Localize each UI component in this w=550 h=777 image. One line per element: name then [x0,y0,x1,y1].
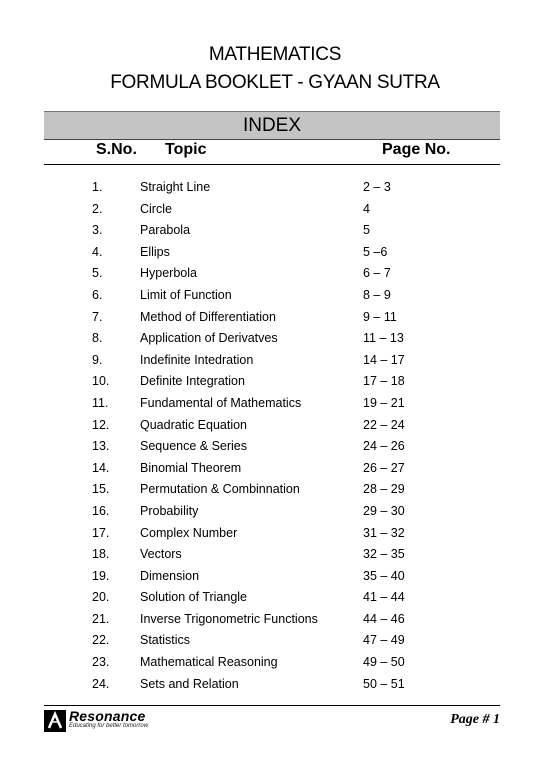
row-page: 22 – 24 [363,417,405,432]
row-page: 29 – 30 [363,503,405,518]
logo-name: Resonance [69,708,146,724]
row-page: 11 – 13 [363,331,404,346]
row-page: 14 – 17 [363,352,405,367]
table-row [0,242,550,264]
row-topic: Method of Differentiation [140,309,276,324]
row-sno: 24. [92,676,110,691]
table-row [0,652,550,674]
row-topic: Dimension [140,568,200,583]
resonance-logo-icon [44,710,66,732]
row-topic: Complex Number [140,525,238,540]
row-page: 17 – 18 [363,374,405,389]
column-header-topic: Topic [165,141,207,158]
footer-divider [44,705,500,706]
document-subtitle: FORMULA BOOKLET - GYAAN SUTRA [110,72,440,93]
row-topic: Statistics [140,633,191,648]
table-row [0,674,550,696]
row-sno: 9. [92,352,103,367]
row-page: 44 – 46 [363,611,405,626]
table-row [0,523,550,545]
row-topic: Permutation & Combinnation [140,482,300,497]
page-number: Page # 1 [450,712,500,727]
table-row [0,630,550,652]
row-sno: 12. [92,417,110,432]
row-sno: 6. [92,287,103,302]
row-topic: Limit of Function [140,287,232,302]
row-page: 9 – 11 [363,309,397,324]
header-divider [44,164,500,165]
row-sno: 3. [92,223,103,238]
table-row [0,458,550,480]
row-page: 50 – 51 [363,676,405,691]
row-topic: Hyperbola [140,266,197,281]
resonance-logo [44,710,164,732]
row-sno: 15. [92,482,110,497]
row-page: 4 [363,201,370,216]
table-row [0,285,550,307]
index-heading: INDEX [44,111,500,140]
row-topic: Vectors [140,547,182,562]
table-row [0,350,550,372]
row-topic: Indefinite Intedration [140,352,254,367]
table-row [0,501,550,523]
row-topic: Binomial Theorem [140,460,242,475]
row-sno: 18. [92,547,110,562]
table-row [0,609,550,631]
row-topic: Quadratic Equation [140,417,248,432]
row-topic: Ellips [140,244,170,259]
row-sno: 20. [92,590,110,605]
row-sno: 1. [92,180,103,194]
row-page: 26 – 27 [363,460,405,475]
row-page: 19 – 21 [363,395,405,410]
row-sno: 11. [92,395,109,410]
row-page: 5 –6 [363,244,388,259]
table-row [0,220,550,242]
row-topic: Sequence & Series [140,439,248,454]
row-topic: Sets and Relation [140,676,239,691]
row-topic: Parabola [140,223,191,238]
row-topic: Inverse Trigonometric Functions [140,611,318,626]
table-row [0,307,550,329]
row-sno: 22. [92,633,110,648]
table-row [0,479,550,501]
row-sno: 4. [92,244,103,259]
row-sno: 21. [92,611,110,626]
row-page: 6 – 7 [363,266,391,281]
row-sno: 10. [92,374,110,389]
row-sno: 5. [92,266,103,281]
row-sno: 17. [92,525,110,540]
row-page: 32 – 35 [363,547,405,562]
row-topic: Solution of Triangle [140,590,248,605]
row-sno: 19. [92,568,110,583]
column-header-page: Page No. [382,141,451,158]
row-topic: Probability [140,503,199,518]
row-sno: 8. [92,331,103,346]
row-page: 28 – 29 [363,482,405,497]
row-sno: 7. [92,309,103,324]
table-row [0,177,550,199]
row-topic: Circle [140,201,172,216]
table-row [0,393,550,415]
row-page: 41 – 44 [363,590,405,605]
row-topic: Straight Line [140,180,211,194]
table-row [0,263,550,285]
table-row [0,415,550,437]
row-page: 8 – 9 [363,287,391,302]
column-header-sno: S.No. [96,141,137,158]
row-topic: Mathematical Reasoning [140,655,278,670]
row-page: 49 – 50 [363,655,405,670]
row-topic: Fundamental of Mathematics [140,395,302,410]
row-sno: 2. [92,201,103,216]
row-page: 5 [363,223,370,238]
row-page: 24 – 26 [363,439,405,454]
row-sno: 16. [92,503,110,518]
row-sno: 13. [92,439,110,454]
row-topic: Definite Integration [140,374,245,389]
table-row [0,371,550,393]
table-row [0,566,550,588]
row-sno: 14. [92,460,110,475]
table-row [0,328,550,350]
index-table [0,177,550,695]
row-sno: 23. [92,655,110,670]
row-page: 35 – 40 [363,568,405,583]
row-page: 2 – 3 [363,180,391,194]
table-row [0,436,550,458]
row-page: 47 – 49 [363,633,405,648]
table-row [0,199,550,221]
logo-tagline: Educating for better tomorrow [69,723,149,729]
row-page: 31 – 32 [363,525,405,540]
row-topic: Application of Derivatves [140,331,278,346]
document-title: MATHEMATICS [208,44,342,65]
table-row [0,544,550,566]
table-row [0,587,550,609]
